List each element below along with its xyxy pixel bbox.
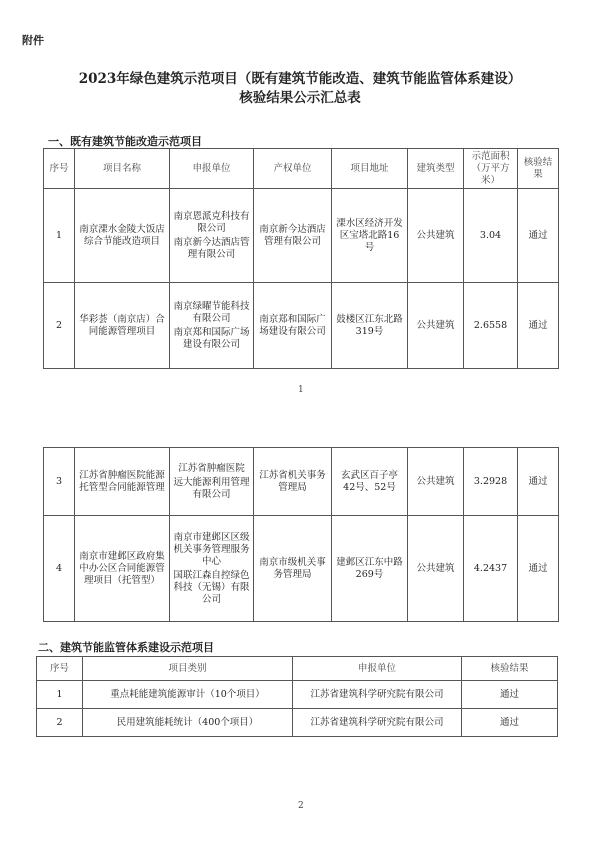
cell-applicant bbox=[170, 283, 254, 369]
title-line-2: 核验结果公示汇总表 bbox=[239, 90, 361, 106]
table-row bbox=[44, 516, 559, 622]
col-header-no: 序号 bbox=[37, 657, 83, 681]
cell-applicant bbox=[170, 448, 254, 516]
col-header-owner: 产权单位 bbox=[254, 149, 332, 189]
applicant-2: 远大能源利用管理有限公司 bbox=[173, 476, 250, 500]
table-header-row bbox=[37, 657, 558, 681]
applicant-2: 南京郑和国际广场建设有限公司 bbox=[173, 326, 250, 350]
cell-applicant: 江苏省建筑科学研究院有限公司 bbox=[293, 709, 462, 737]
title-line-1: 2023年绿色建筑示范项目（既有建筑节能改造、建筑节能监管体系建设） bbox=[78, 71, 522, 87]
page-number: 2 bbox=[298, 801, 304, 811]
monitoring-table bbox=[36, 656, 558, 737]
col-header-name: 项目名称 bbox=[75, 149, 170, 189]
cell-name: 江苏省肿瘤医院能源托管型合同能源管理 bbox=[75, 448, 170, 516]
cell-applicant bbox=[170, 189, 254, 283]
cell-result: 通过 bbox=[518, 189, 559, 283]
cell-category: 民用建筑能耗统计（400个项目） bbox=[83, 709, 293, 737]
cell-area: 3.2928 bbox=[464, 448, 518, 516]
cell-type: 公共建筑 bbox=[408, 283, 464, 369]
cell-name: 华彩荟（南京店）合同能源管理项目 bbox=[75, 283, 170, 369]
cell-no: 4 bbox=[44, 516, 75, 622]
col-header-type: 建筑类型 bbox=[408, 149, 464, 189]
cell-applicant bbox=[170, 516, 254, 622]
cell-result: 通过 bbox=[462, 681, 558, 709]
section1-heading: 一、既有建筑节能改造示范项目 bbox=[48, 135, 202, 148]
cell-result: 通过 bbox=[518, 516, 559, 622]
cell-address: 鼓楼区江东北路319号 bbox=[332, 283, 408, 369]
col-header-area: 示范面积（万平方米） bbox=[464, 149, 518, 189]
attachment-label: 附件 bbox=[22, 34, 44, 47]
col-header-category: 项目类别 bbox=[83, 657, 293, 681]
cell-name: 南京市建邺区政府集中办公区合同能源管理项目（托管型） bbox=[75, 516, 170, 622]
cell-no: 1 bbox=[37, 681, 83, 709]
document-title bbox=[0, 70, 600, 108]
cell-address: 玄武区百子亭42号、52号 bbox=[332, 448, 408, 516]
cell-result: 通过 bbox=[518, 448, 559, 516]
cell-no: 1 bbox=[44, 189, 75, 283]
cell-no: 2 bbox=[37, 709, 83, 737]
col-header-address: 项目地址 bbox=[332, 149, 408, 189]
table-row bbox=[44, 448, 559, 516]
cell-no: 3 bbox=[44, 448, 75, 516]
cell-name: 南京溧水金陵大饭店综合节能改造项目 bbox=[75, 189, 170, 283]
table-row bbox=[37, 681, 558, 709]
table-row bbox=[44, 283, 559, 369]
cell-no: 2 bbox=[44, 283, 75, 369]
cell-address: 建邺区江东中路269号 bbox=[332, 516, 408, 622]
col-header-applicant: 申报单位 bbox=[293, 657, 462, 681]
cell-type: 公共建筑 bbox=[408, 189, 464, 283]
col-header-result: 核验结果 bbox=[462, 657, 558, 681]
applicant-1: 南京市建邺区区级机关事务管理服务中心 bbox=[173, 531, 250, 567]
cell-owner: 南京郑和国际广场建设有限公司 bbox=[254, 283, 332, 369]
table-row bbox=[37, 709, 558, 737]
cell-area: 3.04 bbox=[464, 189, 518, 283]
cell-result: 通过 bbox=[462, 709, 558, 737]
applicant-2: 南京新今达酒店管理有限公司 bbox=[173, 236, 250, 260]
applicant-1: 江苏省肿瘤医院 bbox=[178, 462, 245, 474]
cell-category: 重点耗能建筑能源审计（10个项目） bbox=[83, 681, 293, 709]
cell-applicant: 江苏省建筑科学研究院有限公司 bbox=[293, 681, 462, 709]
table-row bbox=[44, 189, 559, 283]
retrofit-table-part1 bbox=[43, 148, 559, 369]
col-header-applicant: 申报单位 bbox=[170, 149, 254, 189]
retrofit-table-part2 bbox=[43, 447, 559, 622]
cell-owner: 江苏省机关事务管理局 bbox=[254, 448, 332, 516]
cell-owner: 南京新今达酒店管理有限公司 bbox=[254, 189, 332, 283]
cell-area: 4.2437 bbox=[464, 516, 518, 622]
cell-type: 公共建筑 bbox=[408, 448, 464, 516]
table-header-row bbox=[44, 149, 559, 189]
applicant-1: 南京恩派克科技有限公司 bbox=[173, 210, 250, 234]
cell-result: 通过 bbox=[518, 283, 559, 369]
section2-heading: 二、建筑节能监管体系建设示范项目 bbox=[38, 641, 214, 654]
cell-owner: 南京市级机关事务管理局 bbox=[254, 516, 332, 622]
applicant-1: 南京绿曜节能科技有限公司 bbox=[173, 300, 250, 324]
applicant-2: 国联江森自控绿色科技（无锡）有限公司 bbox=[173, 569, 250, 605]
col-header-no: 序号 bbox=[44, 149, 75, 189]
cell-area: 2.6558 bbox=[464, 283, 518, 369]
col-header-result: 核验结果 bbox=[518, 149, 559, 189]
cell-type: 公共建筑 bbox=[408, 516, 464, 622]
cell-address: 溧水区经济开发区宝塔北路16号 bbox=[332, 189, 408, 283]
page-number: 1 bbox=[298, 385, 304, 395]
